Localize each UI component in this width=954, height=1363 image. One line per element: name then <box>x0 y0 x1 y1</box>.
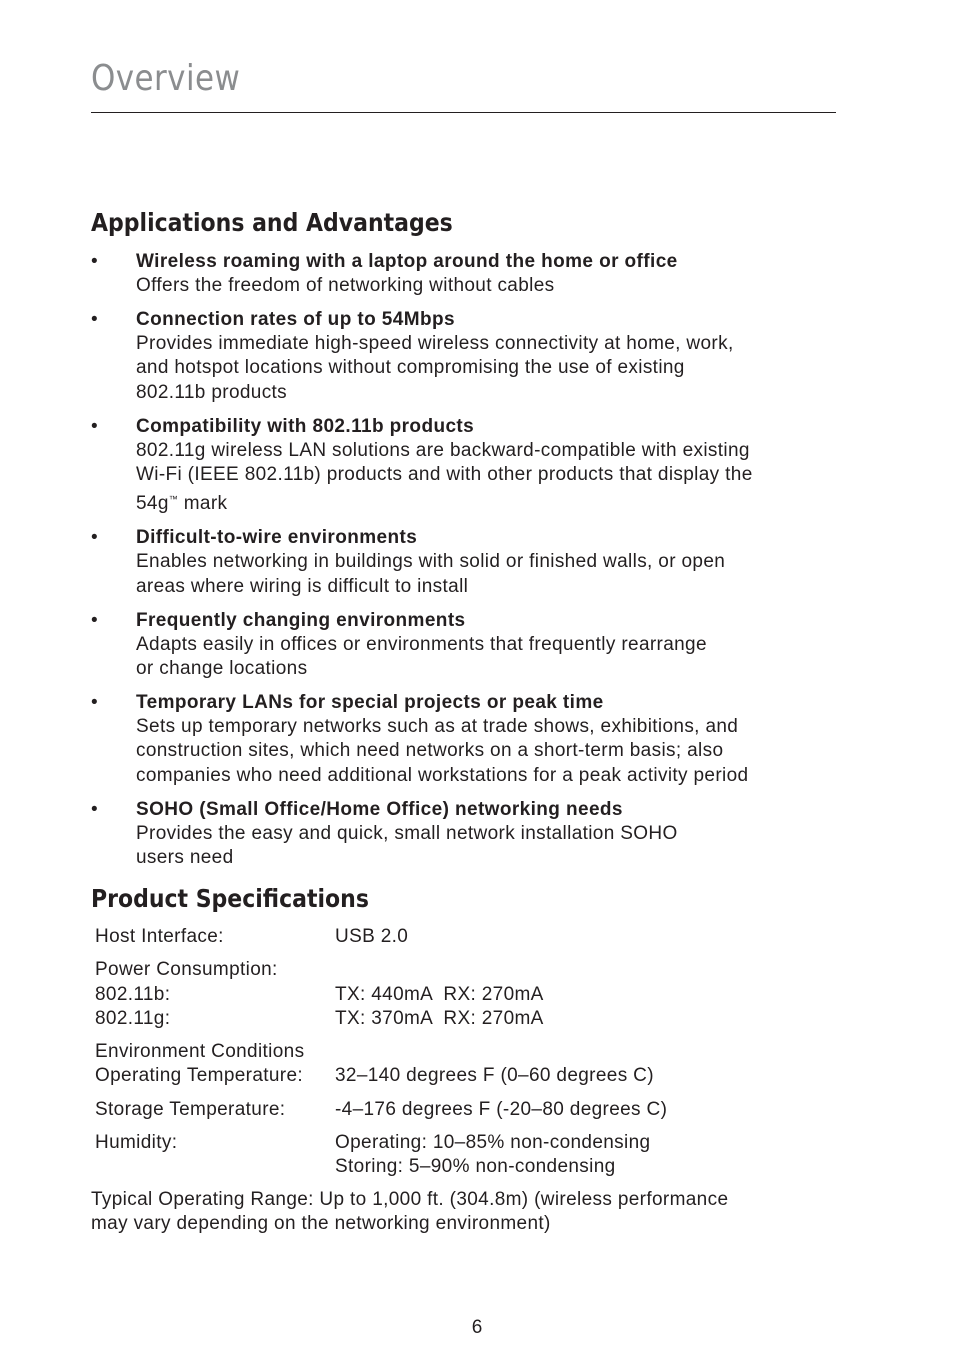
spec-label: Storage Temperature: <box>95 1099 286 1120</box>
operating-range-note <box>91 1188 851 1236</box>
item-desc-line: and hotspot locations without compromising the use of existing <box>136 357 685 379</box>
list-item <box>91 308 861 405</box>
item-desc-line: 802.11b products <box>136 381 288 403</box>
item-title: Wireless roaming with a laptop around the home or office <box>136 251 678 272</box>
spec-label: Humidity: <box>95 1132 178 1153</box>
item-desc-line: users need <box>136 847 234 869</box>
title-rule <box>91 112 836 113</box>
spec-value: TX: 370mA RX: 270mA <box>335 1008 544 1029</box>
spec-label: 802.11g: <box>95 1008 171 1029</box>
spec-label: Power Consumption: <box>95 959 278 980</box>
spec-label: Environment Conditions <box>95 1041 305 1062</box>
item-desc-line: Sets up temporary networks such as at trade shows, exhibitions, and <box>136 716 739 738</box>
applications-list <box>91 250 861 880</box>
list-item <box>91 609 861 681</box>
item-title: Compatibility with 802.11b products <box>136 415 475 437</box>
spec-value: Storing: 5–90% non-condensing <box>335 1156 616 1177</box>
item-title: Difficult-to-wire environments <box>136 527 418 549</box>
list-item <box>91 526 861 598</box>
item-title: Connection rates of up to 54Mbps <box>136 309 455 331</box>
list-item <box>91 691 861 788</box>
item-desc-line: Adapts easily in offices or environments that frequently rearrange <box>136 633 707 655</box>
list-item <box>91 798 861 870</box>
spec-label: Operating Temperature: <box>95 1065 304 1086</box>
trademark-symbol: ™ <box>168 494 179 505</box>
item-desc-line <box>136 487 861 516</box>
item-title: Frequently changing environments <box>136 609 466 631</box>
list-item <box>91 415 861 517</box>
item-title: SOHO (Small Office/Home Office) networking needs <box>136 798 623 820</box>
item-desc-line: Enables networking in buildings with solid or finished walls, or open <box>136 551 726 573</box>
range-line: may vary depending on the networking environment) <box>91 1213 551 1235</box>
bullet: • <box>91 609 98 631</box>
spec-label: 802.11b: <box>95 984 171 1005</box>
spec-value: Operating: 10–85% non-condensing <box>335 1132 651 1153</box>
item-desc-line: Provides the easy and quick, small network installation SOHO <box>136 822 678 844</box>
bullet: • <box>91 527 98 549</box>
bullet: • <box>91 692 98 714</box>
item-desc-text: 54g <box>136 493 169 515</box>
item-desc-line: 802.11g wireless LAN solutions are backward-compatible with existing <box>136 439 750 461</box>
item-desc-line: areas where wiring is difficult to install <box>136 575 469 597</box>
range-line: Typical Operating Range: Up to 1,000 ft. (304.8m) (wireless performance <box>91 1189 729 1210</box>
spec-value: 32–140 degrees F (0–60 degrees C) <box>335 1065 654 1086</box>
spec-value: -4–176 degrees F (-20–80 degrees C) <box>335 1099 668 1120</box>
spec-label: Host Interface: <box>95 926 224 947</box>
bullet: • <box>91 798 98 820</box>
item-desc-text: mark <box>178 493 228 515</box>
list-item <box>91 250 861 298</box>
spec-value: TX: 440mA RX: 270mA <box>335 984 544 1005</box>
item-title: Temporary LANs for special projects or peak time <box>136 692 604 714</box>
applications-heading: Applications and Advantages <box>91 208 453 237</box>
item-desc-line: Provides immediate high-speed wireless connectivity at home, work, <box>136 333 734 355</box>
specifications-heading: Product Specifications <box>91 884 369 913</box>
spec-value: USB 2.0 <box>335 926 409 947</box>
bullet: • <box>91 309 98 331</box>
item-desc-line: companies who need additional workstations for a peak activity period <box>136 764 749 786</box>
item-desc-line: Wi-Fi (IEEE 802.11b) products and with other products that display the <box>136 464 753 486</box>
item-desc-line: construction sites, which need networks on a short-term basis; also <box>136 740 724 762</box>
bullet: • <box>91 251 98 272</box>
page-title: Overview <box>91 58 241 99</box>
page-number: 6 <box>471 1317 483 1338</box>
item-desc-line: or change locations <box>136 658 308 680</box>
bullet: • <box>91 415 98 437</box>
item-desc-line: Offers the freedom of networking without cables <box>136 275 555 296</box>
